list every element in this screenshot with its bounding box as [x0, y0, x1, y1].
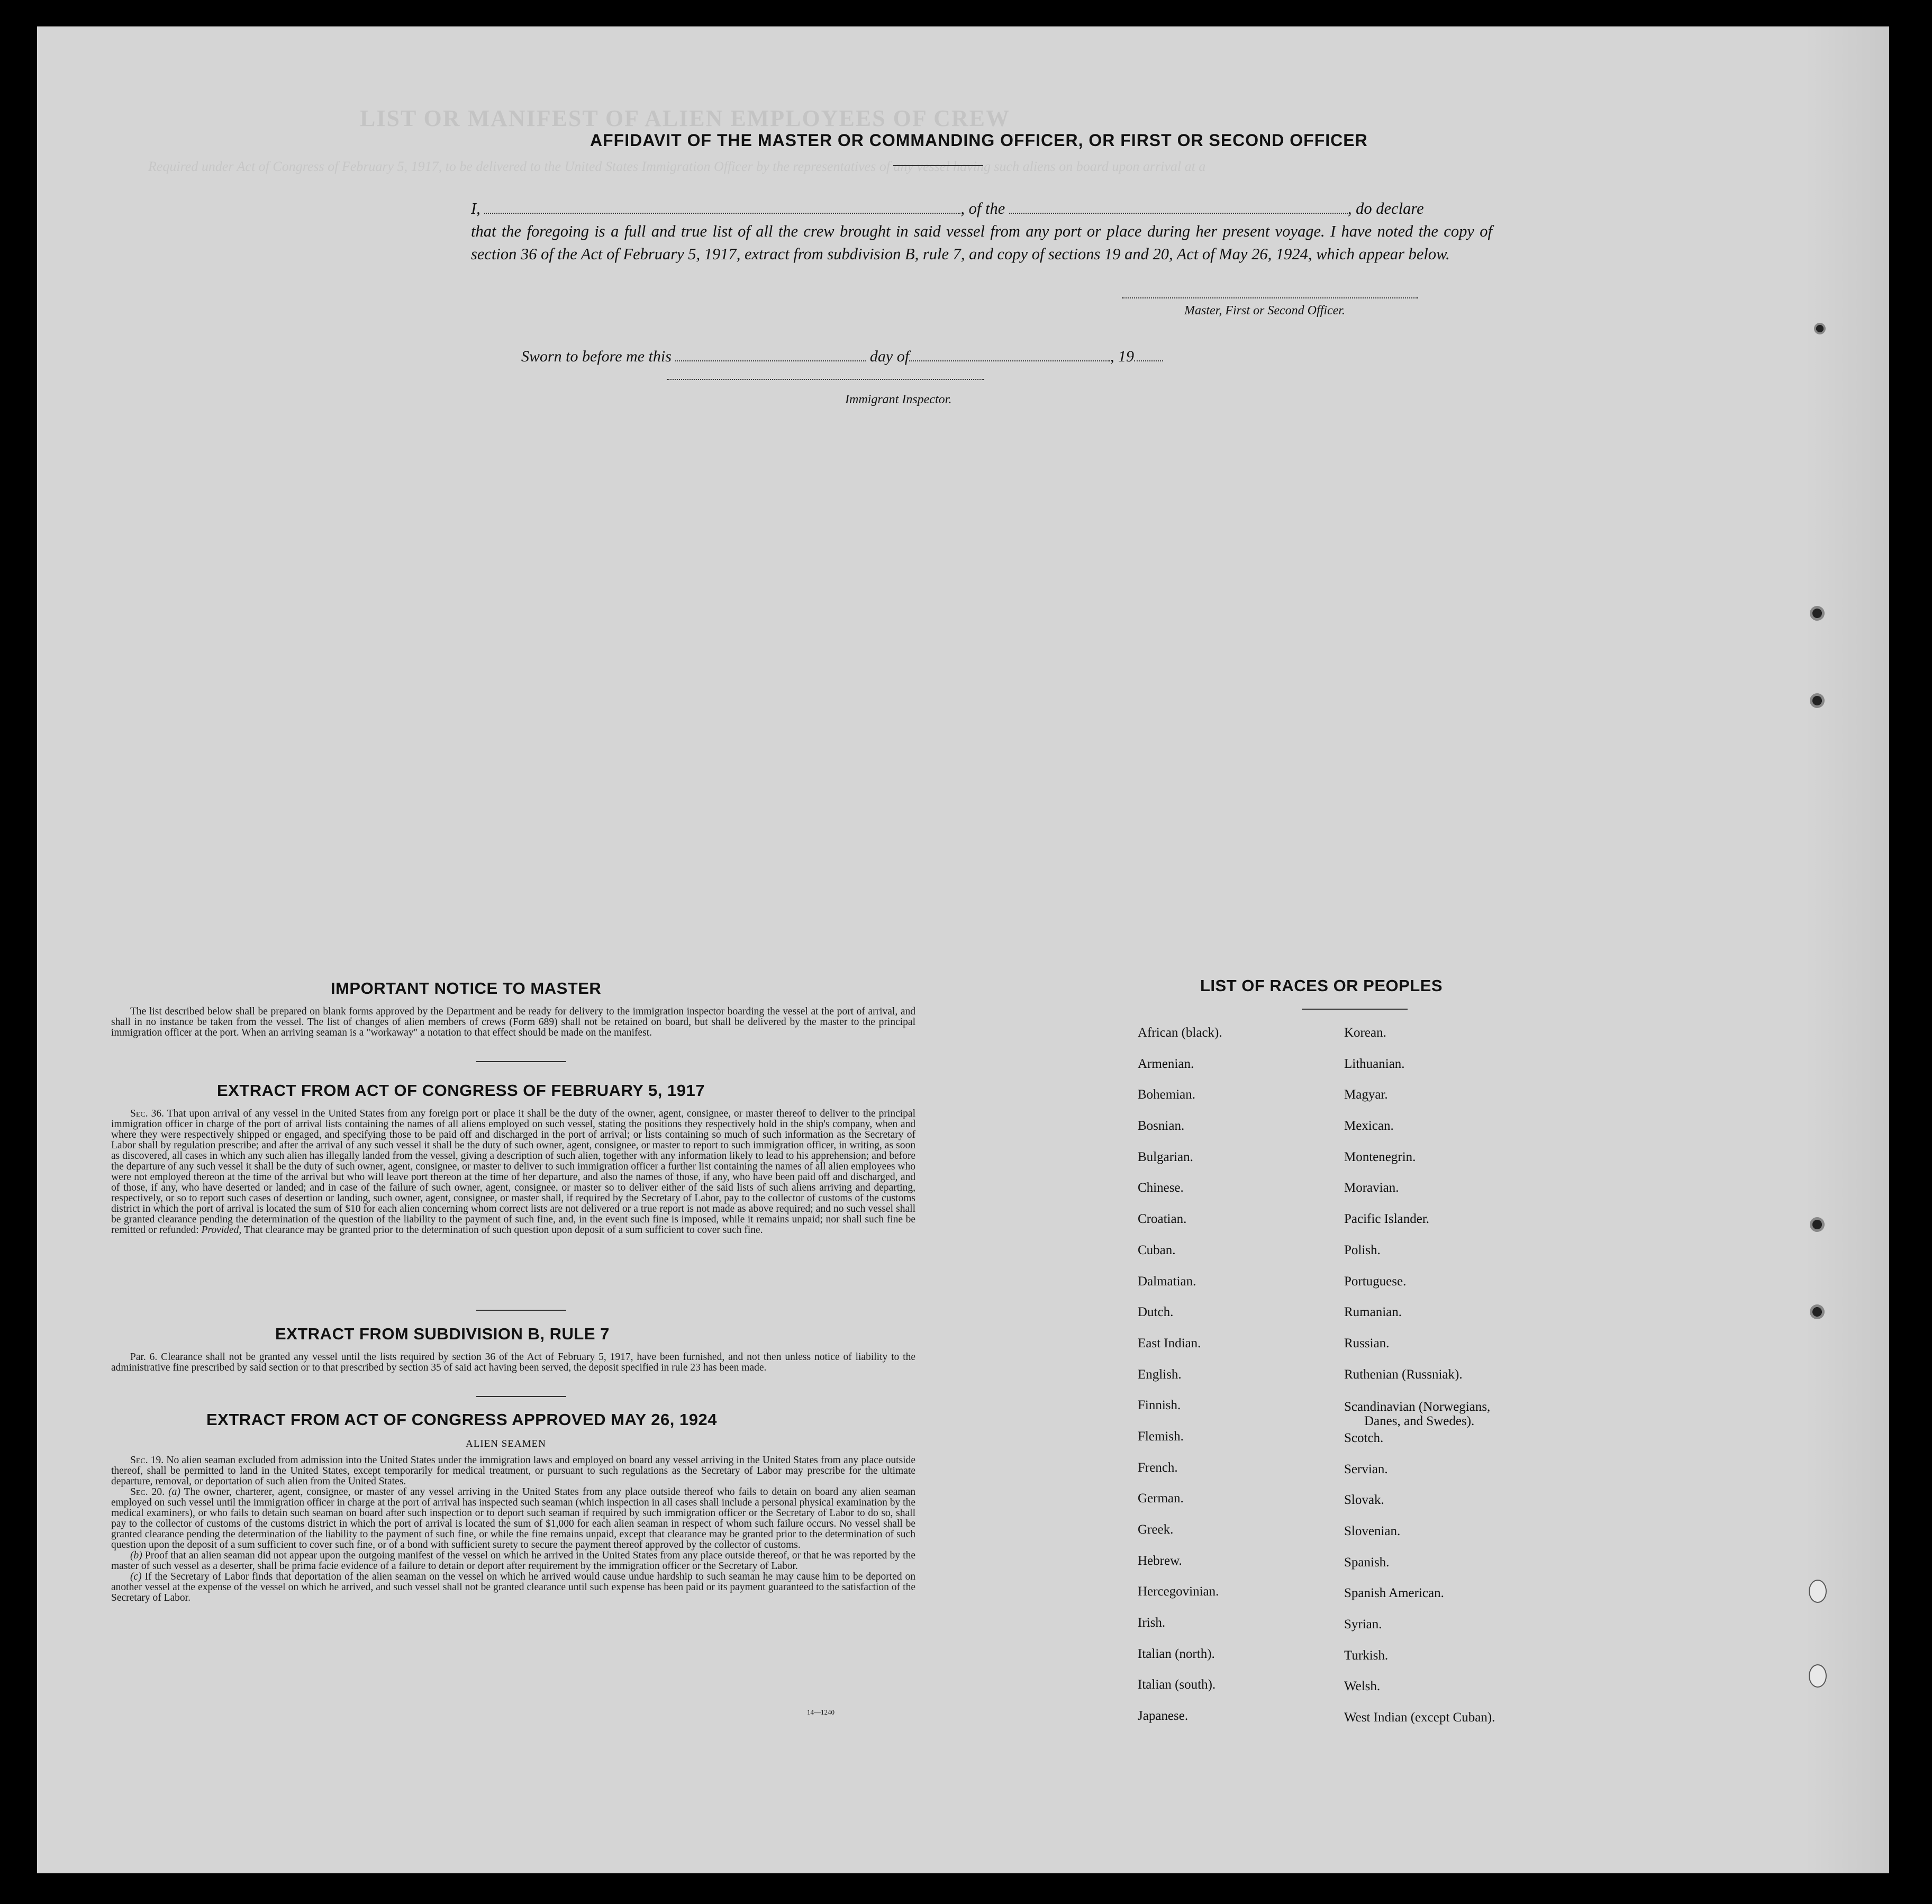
race-item: Pacific Islander.	[1344, 1212, 1430, 1227]
sec-20-a-mark: (a)	[168, 1486, 180, 1498]
sworn-year-blank[interactable]	[1134, 360, 1163, 361]
race-item: Korean.	[1344, 1026, 1386, 1040]
notice-paragraph: The list described below shall be prepared on blank forms approved by the Department and be ready for delivery to the immigration inspector boarding the vessel at the port of arrival, and shall in no instance be taken from the vessel. The list of changes of alien members of crews (Form 689) shall not be retained on board, but shall be delivered by the master to the principal immigration officer at the port. When an arriving seaman is a "workaway" a notation to that effect should be made on the manifest.	[111, 1006, 915, 1038]
races-title: LIST OF RACES OR PEOPLES	[1200, 976, 1443, 995]
race-item: Slovenian.	[1344, 1524, 1401, 1538]
race-item: Armenian.	[1138, 1056, 1194, 1071]
race-item: Spanish.	[1344, 1555, 1390, 1570]
declaration-of-the: , of the	[960, 200, 1005, 217]
race-item: West Indian (except Cuban).	[1344, 1710, 1495, 1725]
races-left-column	[1138, 1026, 1222, 1740]
race-item: English.	[1138, 1367, 1182, 1382]
race-item: Bulgarian.	[1138, 1149, 1193, 1164]
sec-36-text-end: That clearance may be granted prior to the determination of such question upon deposit of a sum sufficient to cover such fine.	[243, 1225, 763, 1236]
divider	[476, 1061, 566, 1062]
declaration-body: that the foregoing is a full and true list of all the crew brought in said vessel from any port or place during her present voyage. I have noted the copy of section 36 of the Act of February 5, 1917, extract from subdivision B, rule 7, and copy of sections 19 and 20, Act of May 26, 1924, which appear below.	[471, 222, 1492, 263]
document-page	[37, 26, 1889, 1873]
punch-hole	[1810, 1217, 1825, 1232]
race-item: Syrian.	[1344, 1617, 1382, 1632]
punch-hole	[1810, 693, 1825, 708]
sec-20-b-text: Proof that an alien seaman did not appear upon the outgoing manifest of the vessel on which he arrived in the United States from any place outside thereof, or that he was reported by the master of such vessel as a deserter, shall be prima facie evidence of a failure to detain or deport after requirement by the immigration officer or the Secretary of Labor.	[111, 1550, 916, 1572]
race-item: Chinese.	[1138, 1181, 1184, 1195]
sec-20-label: Sec. 20.	[130, 1486, 165, 1498]
race-item: Lithuanian.	[1344, 1056, 1405, 1071]
punch-hole-empty	[1809, 1664, 1827, 1688]
race-item: Dalmatian.	[1138, 1274, 1196, 1289]
sec-19-label: Sec. 19.	[130, 1455, 164, 1466]
bleed-through-subline: Required under Act of Congress of February 5, 1917, to be delivered to the United States Immigration Officer by the representatives of any vessel having such aliens on board upon arrival at a	[148, 159, 1206, 174]
sworn-day-blank[interactable]	[675, 360, 866, 361]
race-item: French.	[1138, 1460, 1178, 1475]
race-item: Polish.	[1344, 1243, 1381, 1257]
sec-36-text: That upon arrival of any vessel in the United States from any foreign port or place it shall be the duty of the owner, agent, consignee, or master thereof to deliver to the principal immigration officer in charge of the port of arrival lists containing the names of all aliens employed on such vessel, stating the positions they respectively hold in the ship's company, when and where they were respectively shipped or engaged, and specifying those to be paid off and discharged in the port of arrival; or lists containing so much of such information as the Secretary of Labor shall by regulation prescribe; and after the arrival of any such vessel it shall be the duty of such owner, agent, consignee, or master to report to such immigration officer, in writing, as soon as discovered, all cases in which any such alien has illegally landed from the vessel, giving a description of such alien, together with any information likely to lead to his apprehension; and before the departure of any such vessel it shall be the duty of such owner, agent, consignee, or master to deliver to such immigration officer a further list containing the names of all alien employees who were not employed thereon at the time of the arrival but who will leave port thereon at the time of her departure, and also the names of those, if any, who have been paid off and discharged, and of those, if any, who have deserted or landed; and in case of the failure of such owner, agent, consignee, or master so to deliver either of the said lists of such aliens arriving and departing, respectively, or so to report such cases of desertion or landing, such owner, agent, consignee, or master shall, if required by the Secretary of Labor, pay to the collector of customs of the customs district in which the port of arrival is located the sum of $10 for each alien concerning whom correct lists are not delivered or a true report is not made as above required; and no such vessel shall be granted clearance pending the determination of the question of the liability to the payment of such fine, and, in the event such fine is imposed, while it remains unpaid; nor shall such fine be remitted or refunded:	[111, 1108, 915, 1236]
punch-hole	[1810, 606, 1825, 621]
race-item: Hebrew.	[1138, 1553, 1182, 1568]
act-1924-title: EXTRACT FROM ACT OF CONGRESS APPROVED MAY 26, 1924	[206, 1410, 717, 1429]
sworn-year: , 19	[1110, 348, 1135, 365]
race-item: Cuban.	[1138, 1243, 1176, 1257]
extract-1917-title: EXTRACT FROM ACT OF CONGRESS OF FEBRUARY 5, 1917	[217, 1081, 705, 1100]
inspector-label: Immigrant Inspector.	[845, 393, 952, 406]
alien-seamen-subtitle: ALIEN SEAMEN	[466, 1438, 546, 1449]
master-signature-label: Master, First or Second Officer.	[1184, 304, 1345, 318]
punch-hole	[1814, 323, 1826, 334]
sec-20-a-text: The owner, charterer, agent, consignee, or master of any vessel arriving in the United States from any place outside thereof who fails to detain on board any alien seaman employed on such vessel until the immigration officer in charge at the port of arrival has inspected such seaman (which inspection in all cases shall include a personal physical examination by the medical examiners), or who fails to detain such seaman on board after such inspection or to deport such seaman if required by such immigration officer or the Secretary of Labor to do so, shall pay to the collector of customs of the customs district in which the port of arrival is located the sum of $1,000 for each alien seaman in respect of whom such failure occurs. No vessel shall be granted clearance pending the determination of the liability to the payment of such fine, or while the fine remains unpaid, except that clearance may be granted prior to the determination of such question upon the deposit of a sum sufficient to cover such fine, or of a bond with sufficient surety to secure the payment thereof approved by the collector of customs.	[111, 1486, 915, 1551]
bleed-through-heading: LIST OR MANIFEST OF ALIEN EMPLOYEES OF CREW	[360, 105, 1010, 131]
race-item	[1344, 1398, 1495, 1431]
sec-20-b-mark: (b)	[130, 1550, 142, 1561]
sworn-month-blank[interactable]	[909, 360, 1110, 361]
sworn-day-of: day of	[869, 348, 910, 365]
sec-19-text: No alien seaman excluded from admission into the United States under the immigration laws and employed on board any vessel arriving in the United States from any place outside thereof, shall be permitted to land in the United States, except temporarily for medical treatment, or pursuant to such regulations as the Secretary of Labor may prescribe for the ultimate departure, removal, or deportation of such alien from the United States.	[111, 1455, 915, 1487]
vessel-blank[interactable]	[1009, 213, 1348, 214]
race-item: German.	[1138, 1491, 1184, 1506]
race-item: Russian.	[1344, 1336, 1390, 1350]
punch-hole	[1810, 1304, 1825, 1319]
inspector-signature-line[interactable]	[667, 379, 984, 380]
race-item: East Indian.	[1138, 1336, 1201, 1350]
race-item: Spanish American.	[1344, 1586, 1444, 1601]
rule-7-paragraph: Par. 6. Clearance shall not be granted any vessel until the lists required by section 36 of the Act of February 5, 1917, have been furnished, and not then unless notice of liability to the administrative fine prescribed by said section or to that prescribed by section 35 of said act having been served, the deposit specified in rule 23 has been made.	[111, 1352, 915, 1373]
sec-20-c-mark: (c)	[130, 1571, 142, 1582]
declaration-do-declare: , do declare	[1347, 200, 1424, 217]
title-divider	[893, 165, 983, 166]
race-item: Mexican.	[1344, 1119, 1394, 1134]
form-number: 14—1240	[807, 1708, 835, 1716]
race-item: Scotch.	[1344, 1430, 1384, 1445]
race-item: African (black).	[1138, 1026, 1222, 1040]
declaration-first-line	[471, 197, 1492, 220]
race-item: Japanese.	[1138, 1709, 1189, 1724]
race-item: Italian (south).	[1138, 1678, 1216, 1692]
race-item: Ruthenian (Russniak).	[1344, 1367, 1463, 1382]
race-item: Moravian.	[1344, 1181, 1399, 1195]
race-item-scandinavian: Scandinavian (Norwegians,	[1344, 1400, 1491, 1415]
declaration-i: I,	[471, 200, 480, 217]
race-item: Bosnian.	[1138, 1119, 1185, 1134]
race-item: Bohemian.	[1138, 1087, 1196, 1102]
name-blank[interactable]	[484, 213, 960, 214]
divider	[476, 1310, 566, 1311]
declaration-block	[471, 197, 1492, 266]
rule-7-body	[111, 1352, 915, 1373]
sec-36-label: Sec. 36.	[130, 1108, 164, 1119]
race-item: Portuguese.	[1344, 1274, 1407, 1289]
rule-7-title: EXTRACT FROM SUBDIVISION B, RULE 7	[275, 1325, 610, 1343]
race-item: Rumanian.	[1344, 1305, 1402, 1320]
race-item: Irish.	[1138, 1616, 1166, 1630]
act-1924-body	[111, 1455, 915, 1603]
race-item: Hercegovinian.	[1138, 1584, 1219, 1599]
provided-word: Provided,	[201, 1225, 242, 1236]
divider	[476, 1396, 566, 1397]
race-item: Dutch.	[1138, 1305, 1174, 1320]
race-item: Slovak.	[1344, 1493, 1384, 1508]
race-item: Greek.	[1138, 1522, 1174, 1537]
affidavit-title: AFFIDAVIT OF THE MASTER OR COMMANDING OFFICER, OR FIRST OR SECOND OFFICER	[590, 131, 1368, 150]
master-signature-line[interactable]	[1122, 297, 1418, 298]
race-item: Servian.	[1344, 1462, 1388, 1476]
race-item: Montenegrin.	[1344, 1149, 1416, 1164]
sworn-line	[521, 348, 1163, 366]
sworn-prefix: Sworn to before me this	[521, 348, 672, 365]
race-item: Welsh.	[1344, 1679, 1381, 1694]
race-item: Finnish.	[1138, 1398, 1181, 1413]
race-item: Flemish.	[1138, 1429, 1184, 1444]
notice-title: IMPORTANT NOTICE TO MASTER	[331, 979, 602, 998]
divider	[1302, 1009, 1408, 1010]
sec-20-c-text: If the Secretary of Labor finds that deportation of the alien seaman on the vessel on which he arrived would cause undue hardship to such seaman he may cause him to be deported on another vessel at the expense of the vessel on which he arrived, and such vessel shall not be granted clearance until such expense has been paid or its payment guaranteed to the satisfaction of the Secretary of Labor.	[111, 1571, 915, 1603]
race-item: Magyar.	[1344, 1087, 1388, 1102]
race-item-scandinavian-cont: Danes, and Swedes).	[1364, 1414, 1475, 1429]
notice-body	[111, 1007, 915, 1038]
races-right-column	[1344, 1026, 1495, 1742]
race-item: Italian (north).	[1138, 1646, 1215, 1661]
extract-1917-body	[111, 1109, 915, 1236]
race-item: Turkish.	[1344, 1648, 1389, 1663]
punch-hole-empty	[1809, 1580, 1827, 1603]
race-item: Croatian.	[1138, 1212, 1187, 1227]
